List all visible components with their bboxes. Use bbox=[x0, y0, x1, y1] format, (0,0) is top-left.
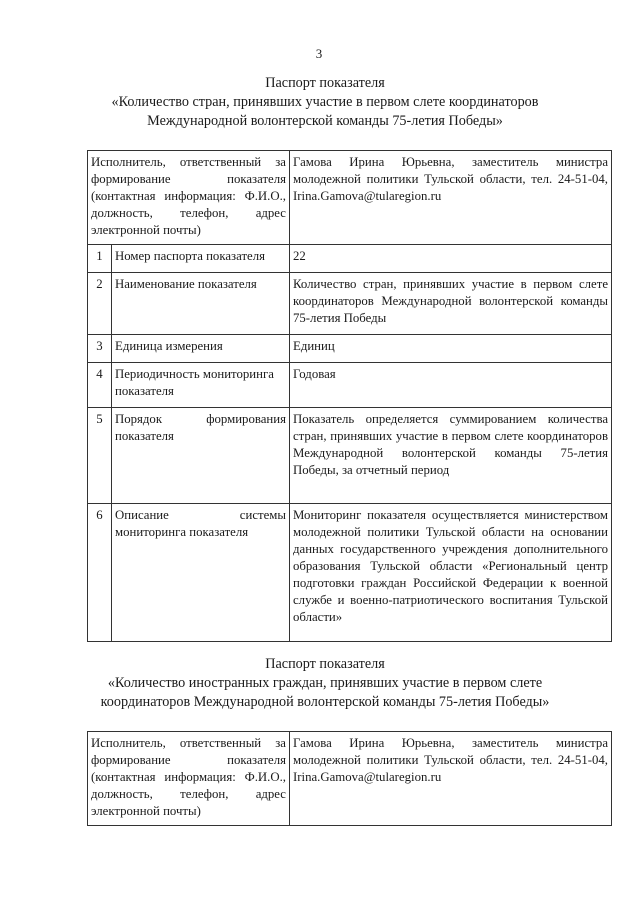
executor-label: Исполнитель, ответственный за формирование показателя (контактная информация: Ф.И.О., должность, телефон, адрес электронной почты) bbox=[88, 151, 290, 245]
row-value: Годовая bbox=[290, 363, 612, 408]
row-number: 1 bbox=[88, 245, 112, 273]
row-label: Описание системы мониторинга показателя bbox=[112, 504, 290, 642]
row-value: Количество стран, принявших участие в первом слете координаторов Международной волонтерской команды 75-летия Победы bbox=[290, 273, 612, 335]
passport-2-heading bbox=[40, 655, 610, 712]
row-number: 6 bbox=[88, 504, 112, 642]
passport-2-title: Паспорт показателя bbox=[265, 656, 385, 672]
row-label: Порядок формирования показателя bbox=[112, 408, 290, 504]
table-row bbox=[88, 732, 612, 826]
table-row bbox=[88, 245, 612, 273]
table-row bbox=[88, 363, 612, 408]
row-label: Номер паспорта показателя bbox=[112, 245, 290, 273]
passport-1-title: Паспорт показателя bbox=[265, 75, 385, 91]
row-value: 22 bbox=[290, 245, 612, 273]
passport-2-table bbox=[87, 731, 612, 826]
table-row bbox=[88, 273, 612, 335]
table-row bbox=[88, 151, 612, 245]
page-number: 3 bbox=[315, 46, 323, 61]
row-value: Мониторинг показателя осуществляется министерством молодежной политики Тульской области на основании данных государственного учреждения дополнительного образования Тульской области «Региональный центр подготовки граждан Российской Федерации к военной службе и военно-патриотического воспитания Тульской области» bbox=[290, 504, 612, 642]
table-row bbox=[88, 504, 612, 642]
passport-1-indicator-name-line-1: «Количество стран, принявших участие в первом слете координаторов bbox=[111, 94, 539, 110]
passport-2-indicator-name-line-2: координаторов Международной волонтерской команды 75-летия Победы» bbox=[100, 694, 550, 710]
row-value: Единиц bbox=[290, 335, 612, 363]
row-label: Периодичность мониторинга показателя bbox=[112, 363, 290, 408]
passport-1-indicator-name-line-2: Международной волонтерской команды 75-летия Победы» bbox=[147, 113, 503, 129]
table-row bbox=[88, 335, 612, 363]
table-row bbox=[88, 408, 612, 504]
executor-value: Гамова Ирина Юрьевна, заместитель министра молодежной политики Тульской области, тел. 24-51-04, Irina.Gamova@tularegion.ru bbox=[290, 732, 612, 826]
row-number: 4 bbox=[88, 363, 112, 408]
row-number: 5 bbox=[88, 408, 112, 504]
passport-1-table bbox=[87, 150, 612, 642]
row-label: Наименование показателя bbox=[112, 273, 290, 335]
passport-2-indicator-name-line-1: «Количество иностранных граждан, принявших участие в первом слете bbox=[107, 675, 543, 691]
row-value: Показатель определяется суммированием количества стран, принявших участие в первом слете координаторов Международной волонтерской команды 75-летия Победы, за отчетный период bbox=[290, 408, 612, 504]
executor-label: Исполнитель, ответственный за формирование показателя (контактная информация: Ф.И.О., должность, телефон, адрес электронной почты) bbox=[88, 732, 290, 826]
passport-1-heading bbox=[40, 74, 610, 131]
row-number: 2 bbox=[88, 273, 112, 335]
row-number: 3 bbox=[88, 335, 112, 363]
executor-value: Гамова Ирина Юрьевна, заместитель министра молодежной политики Тульской области, тел. 24-51-04, Irina.Gamova@tularegion.ru bbox=[290, 151, 612, 245]
row-label: Единица измерения bbox=[112, 335, 290, 363]
